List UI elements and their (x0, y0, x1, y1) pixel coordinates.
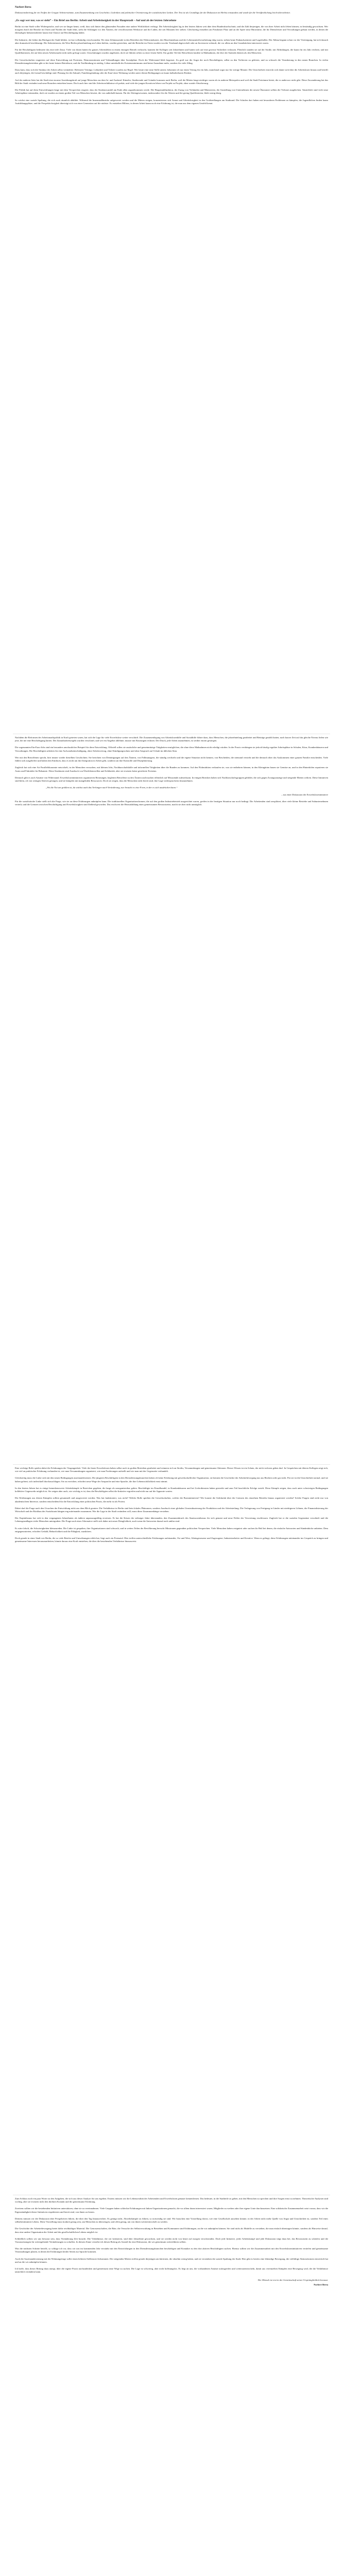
paragraph: Ich hoffe, dass dieser Beitrag dazu anregt, über die eigene Praxis nachzudenken und gemeinsam neue Wege zu suchen. Die Lage ist schwierig, aber nicht hoffnungslos. Es liegt an uns, die vorhandenen Ansätze aufzugreifen und weiterzuentwickeln, damit aus vereinzelten Kämpfen eine Bewegung wird, die die Verhältnisse tatsächlich verändern kann. (15, 2267, 328, 2274)
paragraph: Drittens müssen wir die Diskussion über Perspektiven führen, die über den Tag hinausreichen. Es genügt nicht, Abwehrkämpfe zu führen, so notwendig sie sind. Wir brauchen eine Vorstellung davon, wie eine Gesellschaft aussehen könnte, in der Arbeit nicht mehr Quelle von Angst und Unsicherheit ist, sondern Teil eines selbstbestimmten Lebens. Diese Vorstellung muss konkret genug sein, um Menschen zu überzeugen, und offen genug, um von ihnen weiterentwickelt zu werden. (15, 2217, 328, 2224)
paragraph: Die Erfahrungen aus diesen Kämpfen sollten gesammelt und ausgewertet werden. Was hat funktioniert, was nicht? Welche Rolle spielten die Gewerkschaften, welche die Basisinitiativen? Wie konnte die Solidarität über die Grenzen des einzelnen Betriebs hinaus organisiert werden? Solche Fragen sind nicht nur von akademischem Interesse, sondern entscheidend für die Entwicklung einer politischen Praxis, die mehr ist als Protest. (15, 1497, 328, 1503)
page-4 (13, 2195, 330, 2576)
closing-quote: Der Mensch ist erst in der Gemeinschaft seiner Ursprünglichkeit bewusst. (258, 2279, 328, 2282)
author-line: Norbert Berta (15, 6, 31, 9)
paragraph: Dennoch gibt es auch Ansätze von Widerstand. Erwerbsloseninitiativen organisieren Beratungen, begleiten Betroffene zu den Ämtern und machen öffentlich auf Missstände aufmerksam. In einigen Bezirken haben sich Nachbarschaftsgruppen gebildet, die sich gegen Zwangsumzüge und steigende Mieten wehren. Diese Initiativen sind klein, oft von wenigen Aktiven getragen, und sie kämpfen mit mangelnden Ressourcen. Doch sie zeigen, dass die Menschen nicht bereit sind, ihre Lage widerspruchslos hinzunehmen. (15, 776, 328, 782)
paragraph: Berlin ist eine Stadt voller Widersprüche, und wer sie länger kennt, weiß, dass sich hinter den glänzenden Fassaden eine andere Wirklichkeit verbirgt. Die Arbeitslosigkeit lag in den letzten Jahren weit über dem Bundesdurchschnitt, und die Zahl derjenigen, die von ihrer Arbeit nicht leben können, ist beständig gewachsen. Wer morgens durch die Bezirke im Osten und Norden der Stadt fährt, sieht die Schlangen vor den Ämtern, die verschlossenen Werkstore und die Läden, die seit Monaten leer stehen. Gleichzeitig entstehen am Potsdamer Platz und an der Spree neue Bürotürme, die für Dienstleister und Verwaltungen gebaut werden, in denen die ehemaligen Industriearbeiter kaum eine Chance auf Beschäftigung haben. (15, 25, 328, 35)
signature: Norbert Berta (314, 2283, 328, 2286)
paragraph: Eine wichtige Rolle spielen dabei die Erfahrungen der Vergangenheit. Viele der heute Erwerbslosen haben selbst noch in großen Betrieben gearbeitet und erinnern sich an Streiks, Versammlungen und gemeinsame Aktionen. Dieses Wissen ist ein Schatz, der nicht verloren gehen darf. In Gesprächen mit älteren Kollegen zeigt sich, wie viel an praktischer Erfahrung vorhanden ist, wie man Versammlungen organisiert, wie man Forderungen aufstellt und wie man mit der Gegenseite verhandelt. (15, 1467, 328, 1473)
paragraph: Dazu kam, dass sich die Struktur der Arbeit selbst veränderte. Befristete Verträge, Leiharbeit und Teilzeit wurden zur Regel. Wer heute eine neue Stelle antritt, bekommt oft nur einen Vertrag für ein Jahr, manchmal sogar nur für wenige Monate. Die Unsicherheit erstreckt sich damit weit über die Arbeitslosen hinaus und betrifft auch diejenigen, die formal beschäftigt sind. Planung für die Zukunft, Familiengründung oder der Kauf einer Wohnung werden unter diesen Bedingungen zu kaum kalkulierbaren Risiken. (15, 69, 328, 75)
paragraph: Was die nächsten Schritte betrifft, so schlage ich vor, dass wir uns im kommenden Jahr verstärkt mit den Entwicklungen in den Dienstleistungsbranchen beschäftigen und Kontakte zu den dort aktiven Beschäftigten suchen. Ebenso sollten wir die Zusammenarbeit mit den Erwerbsloseninitiativen vertiefen und gemeinsame Veranstaltungen planen, in denen die Erfahrungen beider Seiten zur Sprache kommen. (15, 2247, 328, 2253)
page-2 (13, 734, 330, 1460)
paragraph: Die Gewerkschaften reagierten auf diese Entwicklung mit Protesten, Demonstrationen und Verhandlungen über Sozialpläne. Doch der Widerstand blieb begrenzt. Zu groß war die Angst der noch Beschäftigten, selbst zu den Verlierern zu gehören, und zu schwach die Verankerung in den neuen Branchen. In vielen Dienstleistungsbetrieben gibt es bis heute keinen Betriebsrat, und die Tarifbindung ist niedrig. Löhne unterhalb des Existenzminimums sind keine Ausnahme mehr, sondern für viele Alltag. (15, 58, 328, 64)
paragraph: Zugleich hat sich eine Art Parallelökonomie entwickelt, in der Menschen versuchen, mit kleinen Jobs, Nachbarschaftshilfe und informellen Tätigkeiten über die Runden zu kommen. Auf den Flohmärkten verkaufen sie, was sie entbehren können, in den Kleingärten bauen sie Gemüse an, und in den Hinterhöfen reparieren sie Autos und Fahrräder für Bekannte. Diese Strukturen sind Ausdruck von Überlebenswillen und Solidarität, aber sie ersetzen keine gesicherte Existenz. (15, 766, 328, 772)
paragraph: Zweitens sollten wir die bestehenden Initiativen unterstützen, ohne sie zu vereinnahmen. Viele Gruppen haben schlechte Erfahrungen mit linken Organisationen gemacht, die vor allem daran interessiert waren, Mitglieder zu werben oder ihre eigene Linie durchzusetzen. Eine solidarische Zusammenarbeit setzt voraus, dass wir die Eigenständigkeit dieser Initiativen respektieren und bereit sind, von ihnen zu lernen. (15, 2207, 328, 2213)
paragraph: Auch die Auseinandersetzung mit der Wohnungsfrage sollte einen höheren Stellenwert bekommen. Die steigenden Mieten treffen gerade diejenigen am härtesten, die ohnehin wenig haben, und sie verstärken die soziale Spaltung der Stadt. Hier gibt es bereits eine lebendige Bewegung, die vielfältige Aktionsformen entwickelt hat und an die wir anknüpfen können. (15, 2257, 328, 2263)
paragraph: Wer mit den Betroffenen spricht, hört immer wieder dieselben Geschichten. Sie berichten von Demütigungen auf den Ämtern, von Fallmanagern, die ständig wechseln und die eigene Situation nicht kennen, von Bescheiden, die niemand versteht und die dennoch über das Auskommen einer ganzen Familie entscheiden. Viele fühlen sich ausgeliefert und haben den Eindruck, dass es nicht um ihre Integration in Arbeit geht, sondern um ihre Kontrolle und Disziplinierung. (15, 756, 328, 762)
paragraph: Der Kapitalismus hat sich in den vergangenen Jahrzehnten als äußerst anpassungsfähig erwiesen. Er hat die Krisen der siebziger Jahre überstanden, den Zusammenbruch des Staatssozialismus für sich genutzt und neue Felder der Verwertung erschlossen. Zugleich hat er die sozialen Gegensätze verschärft und die Lebensgrundlagen vieler Menschen untergraben. Die Frage nach einer Alternative stellt sich daher mit neuer Dringlichkeit, auch wenn die Antworten darauf noch unklar sind. (15, 1517, 328, 1523)
paragraph: Auf der anderen Seite hat die Stadt eine enorme Anziehungskraft auf junge Menschen aus dem In- und Ausland. Künstler, Studierende und Gründer kommen nach Berlin, weil die Mieten lange niedriger waren als in anderen Metropolen und weil die Stadt Freiräume bietet, die es anderswo nicht gibt. Diese Zuwanderung hat das Bild der Stadt verändert und neue Branchen entstehen lassen. Doch auch hier sind die Arbeitsverhältnisse oft prekär, und viele der jungen Kreativen leben von Projekt zu Projekt, ohne soziale Absicherung. (15, 78, 328, 84)
paragraph: Die Geschichte der Arbeiterbewegung bietet dafür reichhaltiges Material. Die Genossenschaften, die Räte, die Versuche der Selbstverwaltung in Betrieben und Kommunen sind Erfahrungen, an die wir anknüpfen können. Sie sind nicht als Modelle zu verstehen, die man einfach übertragen könnte, sondern als Hinweise darauf, dass eine andere Organisation der Arbeit und des gesellschaftlichen Lebens möglich ist. (15, 2227, 328, 2233)
paragraph: Für die Beschäftigten bedeutete das eine tiefe Zäsur. Viele von ihnen hatten ihr ganzes Arbeitsleben in einem einzigen Betrieb verbracht, kannten die Kollegen seit Jahrzehnten und hatten sich auf eine gewisse Sicherheit verlassen. Plötzlich standen sie auf der Straße, mit Abfindungen, die kaum für ein Jahr reichten, und mit Qualifikationen, die auf dem neuen Arbeitsmarkt nicht mehr gefragt waren. Umschulungen wurden angeboten, doch sie führten selten zu einer festen Stelle. Ein großer Teil der Betroffenen landete in Maßnahmen, die eher der Statistik dienten als den Menschen. (15, 48, 328, 55)
block-quote: „Wo die Not am größten ist, da wächst auch das Verlangen nach Veränderung, nur braucht es eine Form, in der es sich ausdrücken kann.“ (46, 786, 178, 789)
document (13, 0, 330, 2576)
paragraph: Gleichzeitig muss die Linke sich mit den neuen Bedingungen auseinandersetzen. Die jüngeren Beschäftigten in den Dienstleistungsbranchen haben oft keine Erfahrung mit gewerkschaftlicher Organisation, sie kennen die Geschichte der Arbeiterbewegung nur aus Büchern oder gar nicht. Für sie ist die Unsicherheit normal, und sie haben gelernt, sich individuell durchzuschlagen. Sie zu erreichen, erfordert neue Wege der Ansprache und eine Sprache, die ihre Lebenswirklichkeit ernst nimmt. (15, 1477, 328, 1483)
paragraph: Die Industrie, die früher das Rückgrat der Stadt bildete, ist fast vollständig verschwunden. Wo einst Zehntausende in den Betrieben der Elektroindustrie, des Maschinenbaus und der Lebensmittelverarbeitung tätig waren, stehen heute Einkaufszentren und Lagerhallen. Der Abbau begann schon vor der Vereinigung, hat sich danach aber dramatisch beschleunigt. Die Subventionen, die West-Berlin jahrzehntelang am Leben hielten, wurden gestrichen, und die Betriebe im Osten wurden von der Treuhand abgewickelt oder an Investoren verkauft, die vor allem an den Grundstücken interessiert waren. (15, 38, 328, 44)
paragraph: Die sogenannten Ein-Euro-Jobs sind ein besonders anschauliches Beispiel für diese Entwicklung. Offiziell sollen sie zusätzliche und gemeinnützige Tätigkeiten ermöglichen, die ohne diese Maßnahmen nicht erledigt würden. In der Praxis verdrängen sie jedoch häufig reguläre Arbeitsplätze in Schulen, Kitas, Krankenhäusern und Verwaltungen. Die Beschäftigten arbeiten für eine Aufwandsentschädigung, ohne Arbeitsvertrag, ohne Kündigungsschutz und ohne Anspruch auf Urlaub im üblichen Sinn. (15, 746, 328, 752)
paragraph: Zum Schluss noch ein paar Worte zu den Aufgaben, die sich aus dieser Analyse für uns ergeben. Erstens müssen wir die Lebensrealität der Arbeitenden und Erwerbslosen genauer kennenlernen. Das bedeutet, in die Stadtteile zu gehen, mit den Menschen zu sprechen und ihre Sorgen ernst zu nehmen. Theoretische Analysen sind wichtig, aber sie ersetzen nicht den direkten Kontakt und die gemeinsame Erfahrung. (15, 2197, 328, 2204)
paragraph: So wächst eine soziale Spaltung, die sich auch räumlich abbildet. Während die Innenstadtbezirke aufgewertet werden und die Mieten steigen, konzentrieren sich Armut und Arbeitslosigkeit in den Großsiedlungen am Stadtrand. Die Schulen dort haben mit besonderen Problemen zu kämpfen, die Jugendlichen finden kaum Ausbildungsplätze, und die Perspektivlosigkeit überträgt sich von einer Generation auf die nächste. Es entstehen Milieus, in denen Arbeit kaum noch eine Erfahrung ist, die man aus dem eigenen Umfeld kennt. (15, 98, 328, 105)
article-headline: „Es sagt wer nur, was er sieht“ – Ein Brief aus Berlin: Arbeit und Arbeitslosigkeit in der Hauptstadt – Auf und ab der letzten Jahrzehnte (15, 19, 177, 23)
paragraph: Dabei darf die Frage nach den Ursachen der Entwicklung nicht aus dem Blick geraten. Die Verhältnisse in Berlin sind kein lokales Phänomen, sondern Ausdruck einer globalen Umstrukturierung der Produktion und der Arbeitsteilung. Die Verlagerung von Fertigung in Länder mit niedrigeren Löhnen, die Finanzialisierung der Wirtschaft und der Rückbau des Sozialstaats hängen eng miteinander zusammen. Wer die Lage in der Stadt verändern will, muss diese Zusammenhänge verstehen. (15, 1506, 328, 1513)
page-1 (13, 3, 330, 730)
paragraph: Schließlich sollten wir uns bewusst sein, dass Veränderung Zeit braucht. Die Verhältnisse, die wir kritisieren, sind über Jahrzehnte gewachsen, und sie werden nicht von heute auf morgen verschwinden. Doch jede Initiative, jeder Arbeitskampf und jede Diskussion trägt dazu bei, das Bewusstsein zu schärfen und die Voraussetzungen für weitergehende Veränderungen zu schaffen. In diesem Sinne verstehe ich diesen Beitrag als Anstoß für eine Diskussion, die wir gemeinsam weiterführen sollten. (15, 2237, 328, 2243)
page-3 (13, 1464, 330, 2191)
quote-attribution: – aus einer Diskussion der Erwerbsloseninitiative (281, 793, 328, 796)
paragraph: Es wäre falsch, die Schwierigkeiten kleinzureden. Die Linke ist gespalten, ihre Organisationen sind schwach, und in weiten Teilen der Bevölkerung herrscht Misstrauen gegenüber politischen Versprechen. Viele Menschen haben resigniert oder suchen ihr Heil bei denen, die einfache Antworten und Sündenböcke anbieten. Dem entgegenzutreten, erfordert Geduld, Beharrlichkeit und die Fähigkeit, zuzuhören. (15, 1527, 328, 1533)
paragraph: Nachdem die Reformen der Arbeitsmarktpolitik in Kraft getreten waren, hat sich die Lage für viele Erwerbslose weiter verschärft. Die Zusammenlegung von Arbeitslosenhilfe und Sozialhilfe führte dazu, dass Menschen, die jahrzehntelang gearbeitet und Beiträge gezahlt hatten, nach kurzer Zeit auf das gleiche Niveau fielen wie jene, die nie eine Beschäftigung hatten. Die Zumutbarkeitsregeln wurden verschärft, und wer ein Angebot ablehnte, musste mit Kürzungen rechnen. Der Druck, jede Arbeit anzunehmen, ist seither enorm gestiegen. (15, 736, 328, 742)
intro-text: Diskussionsbeitrag für ein Treffen der Gruppe Arbeiterstimme, zum Zusammenhang von Geschichte, Gedenken und politischer Orientierung der sozialistischen Linken. Der Text ist als Grundlage für die Diskussion im Herbst entstanden und wurde für die Veröffentlichung leicht überarbeitet. (15, 11, 290, 14)
paragraph: Für die sozialistische Linke stellt sich die Frage, wie sie an diese Erfahrungen anknüpfen kann. Die traditionellen Organisationsformen, die auf den großen Industriebetrieb ausgerichtet waren, greifen in der heutigen Situation nur noch bedingt. Die Arbeitenden sind zersplittert, über viele kleine Betriebe und Subunternehmen verteilt, und die Grenzen zwischen Beschäftigung und Erwerbslosigkeit sind fließend geworden. Das erschwert die Herausbildung eines gemeinsamen Bewusstseins, macht sie aber nicht unmöglich. (15, 800, 328, 806)
paragraph: Die Politik hat auf diese Entwicklungen lange mit dem Versprechen reagiert, dass der Strukturwandel am Ende allen zugutekommen werde. Die Hauptstadtfunktion, der Zuzug von Verbänden und Ministerien, die Ansiedlung von Unternehmen der neuen Ökonomie sollten die Verluste ausgleichen. Tatsächlich sind viele neue Arbeitsplätze entstanden, doch sie wurden zu einem großen Teil von Menschen besetzt, die von außerhalb kamen. Für die Alteingesessenen, insbesondere für die Älteren und die gering Qualifizierten, blieb wenig übrig. (15, 89, 328, 95)
paragraph: Doch gerade in einer Stadt wie Berlin, die so viele Brüche und Umwälzungen erlebt hat, liegt auch ein Potenzial. Hier treffen unterschiedliche Erfahrungen aufeinander, Ost und West, Alteingesessene und Zugezogene, Industriearbeiter und Kreative. Wenn es gelingt, diese Erfahrungen miteinander ins Gespräch zu bringen und gemeinsame Interessen herauszuarbeiten, könnte daraus eine Kraft entstehen, die über die bestehenden Verhältnisse hinausweist. (15, 1537, 328, 1543)
paragraph: In den letzten Jahren hat es einige bemerkenswerte Arbeitskämpfe in Bereichen gegeben, die lange als unorganisierbar galten. Beschäftigte im Einzelhandel, in Krankenhäusern und bei Lieferdiensten haben gestreikt und zum Teil beachtliche Erfolge erzielt. Diese Kämpfe zeigen, dass auch unter schwierigen Bedingungen kollektive Gegenwehr möglich ist. Sie zeigen aber auch, wie wichtig es ist, dass die Beschäftigten selbst die Initiative ergreifen und nicht nur auf die Apparate warten. (15, 1486, 328, 1493)
